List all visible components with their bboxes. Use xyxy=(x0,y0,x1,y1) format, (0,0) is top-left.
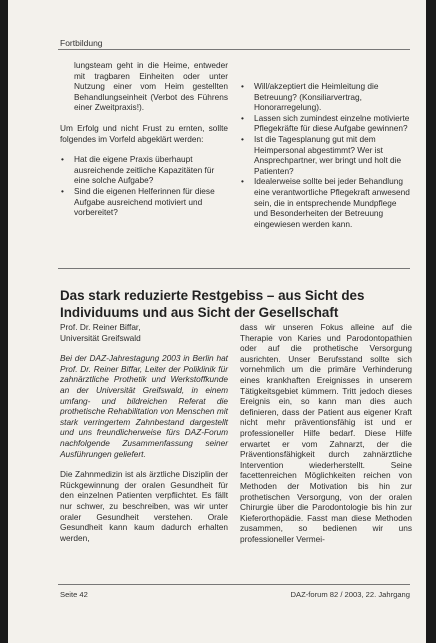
checklist-item: • Idealerweise sollte bei jeder Behandlung eine verantwortliche Pflegekraft anwesend sein, die in entsprechende Mundpflege und Besonderheiten der Betreuung eingewiesen werden kann. xyxy=(240,176,412,229)
checklist-item: • Lassen sich zumindest einzelne motivierte Pflegekräfte für diese Aufgabe gewinnen? xyxy=(240,113,412,134)
author-affiliation: Universität Greifswald xyxy=(60,332,141,343)
article-title: Das stark reduzierte Restgebiss – aus Sicht des Individuums und aus Sicht der Gesellschaft xyxy=(60,287,365,320)
footer-rule xyxy=(58,584,410,585)
checklist-item: • Sind die eigenen Helferinnen für diese Aufgabe ausreichend motiviert und vorbereitet? xyxy=(60,186,228,218)
article-right-column xyxy=(240,322,412,554)
top-rule xyxy=(58,49,410,50)
page-number: Seite 42 xyxy=(60,590,88,599)
article-body-left: Die Zahnmedizin ist als ärztliche Disziplin der Rückgewinnung der oralen Gesundheit für den einzelnen Patienten verpflichtet. Es fällt nur schwer, zu beschreiben, was wir unter oraler Gesundheit verstehen. Orale Gesundheit kann kaum dadurch erhalten werden, xyxy=(60,469,228,543)
article-lead: Bei der DAZ-Jahrestagung 2003 in Berlin hat Prof. Dr. Reiner Biffar, Leiter der Poliklinik für zahnärztliche Prothetik und Werkstoffkunde an der Universität Greifswald, in einem umfang- und bildreichen Referat die prothetische Rehabilitation von Menschen mit stark verringertem Zahnbestand dargestellt und uns freundlicherweise fürs DAZ-Forum nachfolgende Zusammenfassung seiner Ausführungen geliefert. xyxy=(60,353,228,459)
intro-question-paragraph: Um Erfolg und nicht Frust zu ernten, sollte folgendes im Vorfeld abgeklärt werden: xyxy=(60,122,228,144)
continued-bullet-text: lungsteam geht in die Heime, entweder mit tragbaren Einheiten oder unter Nutzung einer vom Heim gestellten Behandlungseinheit (Verbot des Führens einer Zweitpraxis!). xyxy=(74,60,228,113)
checklist-item: • Ist die Tagesplanung gut mit dem Heimpersonal abgestimmt? Wer ist Ansprechpartner, wer bringt und holt die Patienten? xyxy=(240,134,412,176)
document-page xyxy=(8,0,426,643)
top-left-column xyxy=(60,60,228,218)
checklist-left xyxy=(60,154,228,218)
checklist-item: • Hat die eigene Praxis überhaupt ausreichende zeitliche Kapazitäten für eine solche Aufgabe? xyxy=(60,154,228,186)
author-name: Prof. Dr. Reiner Biffar, xyxy=(60,322,141,332)
article-left-column xyxy=(60,322,228,553)
journal-issue: DAZ-forum 82 / 2003, 22. Jahrgang xyxy=(290,590,410,599)
section-rule xyxy=(58,268,410,269)
top-right-column xyxy=(240,81,412,229)
checklist-right xyxy=(240,81,412,229)
author-block xyxy=(60,322,228,343)
article-body-right: dass wir unseren Fokus alleine auf die Therapie von Karies und Parodontopathien oder auf die prothetische Versorgung ausrichten. Unser Berufsstand sollte sich vornehmlich um die primäre Verhinderung eines krankhaften Ereignisses in unserem Tätigkeitsgebiet kümmern. Tritt jedoch dieses Ereignis ein, so kann man dies auch definieren, dass der Patient aus eigener Kraft nicht mehr präventionsfähig ist und er professioneller Hilfe bedarf. Diese Hilfe erwartet er vom Zahnarzt, der die Präventionsfähigkeit durch zahnärztliche Intervention wiederherstellt. Seine facettenreichen Möglichkeiten reichen von Methoden der Motivation bis hin zur prothetischen Versorgung, von der oralen Chirurgie über die Parodontologie bis hin zur Kieferorthopädie. Fasst man diese Methoden zusammen, so bedienen wir uns professioneller Vermei- xyxy=(240,322,412,544)
checklist-item: • Will/akzeptiert die Heimleitung die Betreuung? (Konsiliarvertrag, Honorarregelung). xyxy=(240,81,412,113)
running-head: Fortbildung xyxy=(60,38,103,48)
